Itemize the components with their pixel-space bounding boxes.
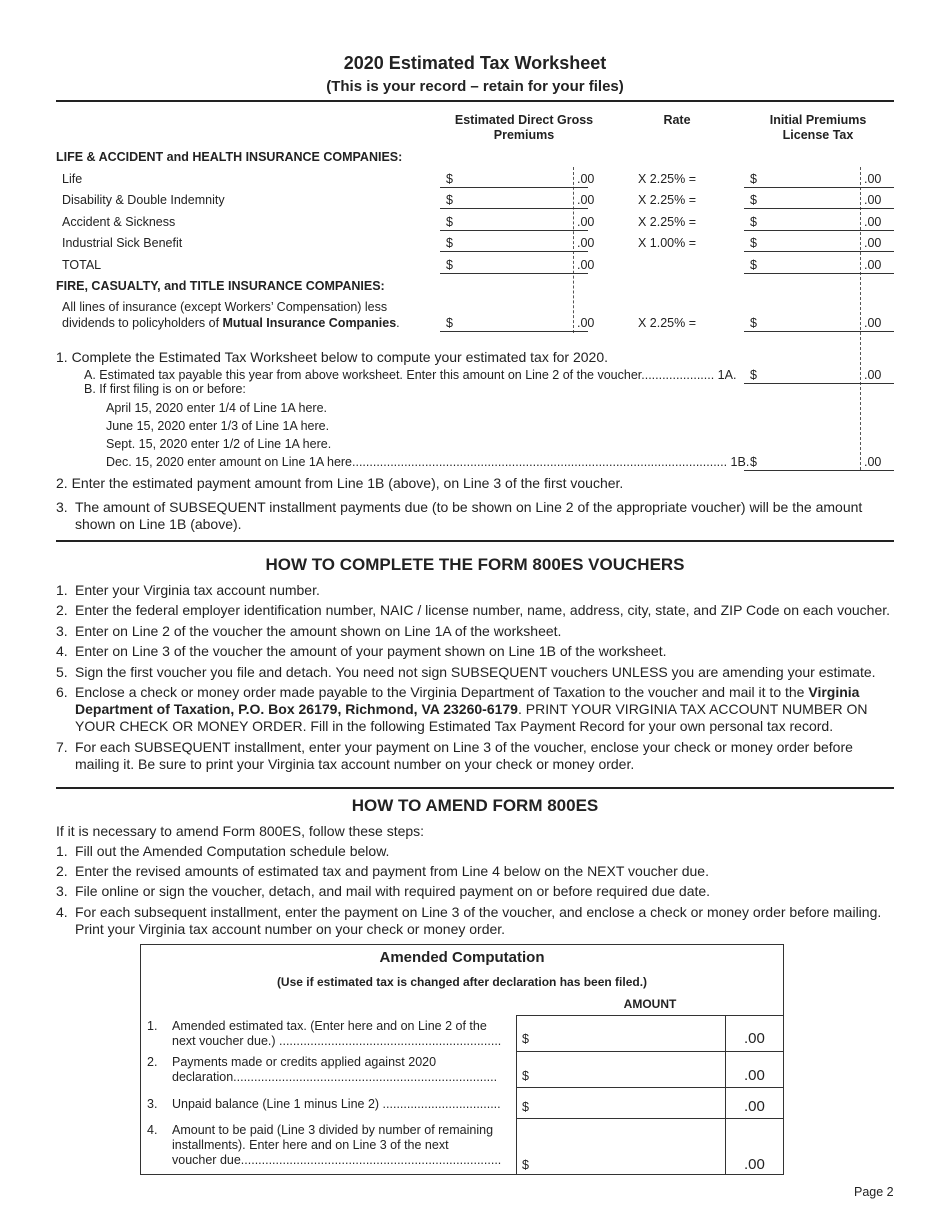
row-accident-label: Accident & Sickness — [62, 215, 176, 229]
tax-cents-divider — [860, 167, 861, 470]
cents-label: .00 — [577, 236, 595, 250]
amend-step-4: 4. For each subsequent installment, enter the payment on Line 3 of the voucher, and enclose a check or money order before mailing. Print your Virginia tax account number on your check or money order. — [56, 904, 882, 937]
section-fire: FIRE, CASUALTY, and TITLE INSURANCE COMPANIES: — [56, 279, 385, 293]
row-disability-rate: X 2.25% = — [638, 193, 697, 207]
line-1b-field[interactable] — [744, 470, 894, 471]
cents-label: .00 — [744, 1098, 765, 1115]
cents-label: .00 — [744, 1030, 765, 1047]
dollar-sign: $ — [750, 215, 757, 229]
page-subtitle: (This is your record – retain for your files) — [326, 78, 624, 95]
amended-subtitle: (Use if estimated tax is changed after declaration has been filed.) — [276, 975, 648, 989]
row-total-label: TOTAL — [62, 258, 102, 272]
tax-field-accident[interactable] — [744, 230, 894, 231]
how-amend-heading: HOW TO AMEND FORM 800ES — [351, 796, 599, 815]
cents-label: .00 — [864, 215, 882, 229]
premium-field-total[interactable] — [440, 273, 588, 274]
premium-field-fire[interactable] — [440, 331, 588, 332]
page-number: Page 2 — [854, 1185, 894, 1199]
amended-row-3-line-1: Unpaid balance (Line 1 minus Line 2) .................................. — [172, 1097, 501, 1111]
title-divider — [56, 100, 894, 102]
dollar-sign: $ — [750, 258, 757, 272]
dollar-sign: $ — [446, 172, 453, 186]
amended-row-4-line-2: installments). Enter here and on Line 3 of the next — [172, 1138, 449, 1152]
dollar-sign: $ — [446, 316, 453, 330]
dollar-sign: $ — [750, 172, 757, 186]
complete-step-6: 6. Enclose a check or money order made payable to the Virginia Department of Taxation to the voucher and mail it to the Virginia Department of Taxation, P.O. Box 26179, Richmond, VA 23260-6179. PRINT YOUR VIRGINIA TAX ACCOUNT NUMBER ON YOUR CHECK OR MONEY ORDER. Fill in the following Estimated Tax Payment Record for your own personal tax record. — [56, 684, 868, 734]
fire-row-label-2: dividends to policyholders of Mutual Insurance Companies. — [62, 316, 400, 330]
cents-label: .00 — [577, 172, 595, 186]
cents-label: .00 — [577, 258, 595, 272]
row-industrial-label: Industrial Sick Benefit — [62, 236, 183, 250]
worksheet-sept: Sept. 15, 2020 enter 1/2 of Line 1A here. — [106, 437, 332, 451]
complete-step-3: 3. Enter on Line 2 of the voucher the amount shown on Line 1A of the worksheet. — [56, 623, 562, 639]
worksheet-line-3: 3. The amount of SUBSEQUENT installment payments due (to be shown on Line 2 of the appropriate voucher) will be the amount shown on Line 1B (above). — [56, 499, 863, 532]
dollar-sign: $ — [446, 193, 453, 207]
premium-field-industrial[interactable] — [440, 251, 588, 252]
row-industrial-rate: X 1.00% = — [638, 236, 697, 250]
dollar-sign: $ — [522, 1100, 529, 1114]
amended-row-4-line-3: voucher due........................................................................... — [172, 1153, 502, 1167]
amended-row-3-num: 3. — [147, 1097, 158, 1111]
tax-field-life[interactable] — [744, 187, 894, 188]
premium-field-accident[interactable] — [440, 230, 588, 231]
amended-row-1-line-2: next voucher due.) ................................................................ — [172, 1034, 502, 1048]
tax-field-industrial[interactable] — [744, 251, 894, 252]
section-divider — [56, 540, 894, 542]
row-life-label: Life — [62, 172, 83, 186]
amended-title: Amended Computation — [379, 949, 545, 966]
amend-intro: If it is necessary to amend Form 800ES, follow these steps: — [56, 823, 425, 839]
cents-label: .00 — [744, 1156, 765, 1173]
cents-label: .00 — [864, 172, 882, 186]
fire-row-label-1: All lines of insurance (except Workers’ Compensation) less — [62, 300, 388, 314]
cents-label: .00 — [864, 258, 882, 272]
complete-step-1: 1. Enter your Virginia tax account number. — [56, 582, 320, 598]
cents-label: .00 — [864, 316, 882, 330]
amended-row-2-num: 2. — [147, 1055, 158, 1069]
col-premiums-header: Estimated Direct Gross Premiums — [454, 113, 594, 142]
row-disability-label: Disability & Double Indemnity — [62, 193, 225, 207]
cents-label: .00 — [744, 1067, 765, 1084]
dollar-sign: $ — [750, 316, 757, 330]
tax-field-total[interactable] — [744, 273, 894, 274]
dollar-sign: $ — [750, 455, 757, 469]
dollar-sign: $ — [446, 215, 453, 229]
amount-header: AMOUNT — [623, 997, 677, 1011]
col-rate-header: Rate — [663, 113, 691, 127]
dollar-sign: $ — [522, 1069, 529, 1083]
fire-row-rate: X 2.25% = — [638, 316, 697, 330]
worksheet-line-1b-intro: B. If first filing is on or before: — [84, 382, 246, 396]
col-tax-header: Initial Premiums License Tax — [769, 113, 867, 142]
line-1a-field[interactable] — [744, 383, 894, 384]
tax-field-disability[interactable] — [744, 208, 894, 209]
worksheet-line-1a: A. Estimated tax payable this year from above worksheet. Enter this amount on Line 2 of the voucher..................... 1A. — [84, 368, 737, 382]
amended-row-4-line-1: Amount to be paid (Line 3 divided by number of remaining — [172, 1123, 494, 1137]
cents-label: .00 — [577, 215, 595, 229]
amended-row-1-num: 1. — [147, 1019, 158, 1033]
cents-label: .00 — [864, 236, 882, 250]
complete-step-7: 7. For each SUBSEQUENT installment, enter your payment on Line 3 of the voucher, enclose your check or money order before mailing it. Be sure to print your Virginia tax account number on your check or money order. — [56, 739, 853, 772]
amend-step-3: 3. File online or sign the voucher, detach, and mail with required payment on or before required due date. — [56, 883, 711, 899]
cents-label: .00 — [864, 455, 882, 469]
amended-row-2-line-2: declaration............................................................................ — [172, 1070, 498, 1084]
amount-field-2[interactable] — [516, 1051, 726, 1088]
row-life-rate: X 2.25% = — [638, 172, 697, 186]
worksheet-line-2: 2. Enter the estimated payment amount from Line 1B (above), on Line 3 of the first voucher. — [56, 475, 624, 491]
worksheet-dec: Dec. 15, 2020 enter amount on Line 1A here............................................................................................................ 1B. — [106, 455, 750, 469]
premium-field-disability[interactable] — [440, 208, 588, 209]
section-divider — [56, 787, 894, 789]
dollar-sign: $ — [750, 193, 757, 207]
dollar-sign: $ — [522, 1032, 529, 1046]
amended-row-4-num: 4. — [147, 1123, 158, 1137]
amount-field-4[interactable] — [516, 1118, 726, 1175]
page-title: 2020 Estimated Tax Worksheet — [343, 53, 607, 73]
cents-label: .00 — [577, 193, 595, 207]
amount-field-3[interactable] — [516, 1087, 726, 1119]
tax-field-fire[interactable] — [744, 331, 894, 332]
premium-field-life[interactable] — [440, 187, 588, 188]
worksheet-april: April 15, 2020 enter 1/4 of Line 1A here. — [106, 401, 327, 415]
cents-label: .00 — [577, 316, 595, 330]
worksheet-june: June 15, 2020 enter 1/3 of Line 1A here. — [106, 419, 330, 433]
complete-step-5: 5. Sign the first voucher you file and detach. You need not sign SUBSEQUENT vouchers UNLESS you are amending your estimate. — [56, 664, 876, 680]
dollar-sign: $ — [750, 368, 757, 382]
dollar-sign: $ — [446, 258, 453, 272]
amended-row-2-line-1: Payments made or credits applied against 2020 — [172, 1055, 437, 1069]
dollar-sign: $ — [446, 236, 453, 250]
premium-cents-divider — [573, 167, 574, 333]
complete-step-2: 2. Enter the federal employer identification number, NAIC / license number, name, address, city, state, and ZIP Code on each voucher. — [56, 602, 891, 618]
amount-field-1[interactable] — [516, 1015, 726, 1052]
cents-label: .00 — [864, 193, 882, 207]
how-complete-heading: HOW TO COMPLETE THE FORM 800ES VOUCHERS — [265, 555, 685, 574]
complete-step-4: 4. Enter on Line 3 of the voucher the amount of your payment shown on Line 1B of the worksheet. — [56, 643, 667, 659]
amend-step-2: 2. Enter the revised amounts of estimated tax and payment from Line 4 below on the NEXT voucher due. — [56, 863, 709, 879]
dollar-sign: $ — [522, 1158, 529, 1172]
section-life: LIFE & ACCIDENT and HEALTH INSURANCE COMPANIES: — [56, 150, 403, 164]
amended-row-1-line-1: Amended estimated tax. (Enter here and on Line 2 of the — [172, 1019, 487, 1033]
cents-label: .00 — [864, 368, 882, 382]
row-accident-rate: X 2.25% = — [638, 215, 697, 229]
dollar-sign: $ — [750, 236, 757, 250]
worksheet-line-1: 1. Complete the Estimated Tax Worksheet below to compute your estimated tax for 2020. — [56, 349, 608, 365]
amend-step-1: 1. Fill out the Amended Computation schedule below. — [56, 843, 390, 859]
